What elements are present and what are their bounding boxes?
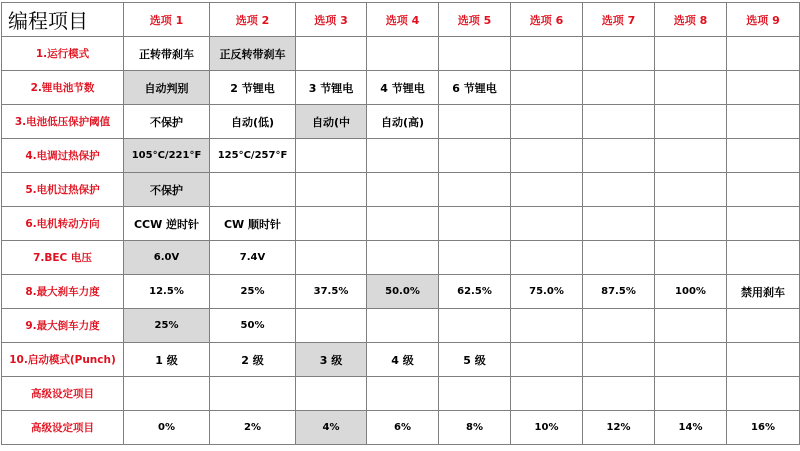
option-cell (655, 377, 727, 411)
option-cell (439, 173, 511, 207)
option-cell (655, 173, 727, 207)
table-row (2, 207, 800, 241)
option-cell (727, 71, 800, 105)
option-cell (439, 207, 511, 241)
option-cell: CW 顺时针 (210, 207, 296, 241)
default-option-cell: 4% (296, 411, 367, 445)
row-label: 高级设定项目 (2, 411, 124, 445)
option-cell (655, 309, 727, 343)
row-label: 2.锂电池节数 (2, 71, 124, 105)
option-cell (511, 173, 583, 207)
option-cell: 87.5% (583, 275, 655, 309)
option-cell (511, 343, 583, 377)
option-cell (583, 71, 655, 105)
option-cell (210, 173, 296, 207)
option-cell (655, 105, 727, 139)
option-cell (727, 377, 800, 411)
option-cell (511, 105, 583, 139)
option-cell (367, 37, 439, 71)
option-cell: 禁用刹车 (727, 275, 800, 309)
option-cell: 14% (655, 411, 727, 445)
option-cell (511, 241, 583, 275)
option-cell (727, 343, 800, 377)
row-label: 5.电机过热保护 (2, 173, 124, 207)
default-option-cell: 6.0V (124, 241, 210, 275)
default-option-cell: 25% (124, 309, 210, 343)
option-cell (655, 241, 727, 275)
option-cell: 3 节锂电 (296, 71, 367, 105)
option-header: 选项 5 (439, 3, 511, 37)
option-cell: 1 级 (124, 343, 210, 377)
row-label: 8.最大刹车力度 (2, 275, 124, 309)
option-cell (367, 173, 439, 207)
option-cell (655, 37, 727, 71)
option-header: 选项 7 (583, 3, 655, 37)
option-cell (583, 37, 655, 71)
table-row (2, 139, 800, 173)
option-cell: 25% (210, 275, 296, 309)
option-cell (511, 71, 583, 105)
option-cell (727, 173, 800, 207)
row-label: 7.BEC 电压 (2, 241, 124, 275)
option-cell (655, 71, 727, 105)
option-cell (727, 241, 800, 275)
option-cell (210, 377, 296, 411)
option-cell (583, 343, 655, 377)
table-row (2, 377, 800, 411)
table-row (2, 343, 800, 377)
option-cell (655, 207, 727, 241)
option-cell: 62.5% (439, 275, 511, 309)
table-row (2, 275, 800, 309)
option-cell (439, 105, 511, 139)
option-cell (296, 241, 367, 275)
option-cell (296, 207, 367, 241)
option-cell: 6 节锂电 (439, 71, 511, 105)
header-row (2, 3, 800, 37)
table-row (2, 173, 800, 207)
option-cell: 正转带刹车 (124, 37, 210, 71)
table-row (2, 411, 800, 445)
option-cell: 75.0% (511, 275, 583, 309)
option-cell: 37.5% (296, 275, 367, 309)
row-label: 4.电调过热保护 (2, 139, 124, 173)
option-cell (439, 241, 511, 275)
option-cell: 2 级 (210, 343, 296, 377)
option-cell: 125°C/257°F (210, 139, 296, 173)
option-cell (439, 309, 511, 343)
default-option-cell: 自动判别 (124, 71, 210, 105)
option-cell: 4 节锂电 (367, 71, 439, 105)
option-cell: 12% (583, 411, 655, 445)
table-row (2, 105, 800, 139)
option-cell (727, 139, 800, 173)
option-cell (296, 139, 367, 173)
option-cell (583, 241, 655, 275)
option-cell (439, 377, 511, 411)
option-header: 选项 6 (511, 3, 583, 37)
option-cell (583, 207, 655, 241)
option-cell (583, 309, 655, 343)
option-cell (439, 139, 511, 173)
option-header: 选项 3 (296, 3, 367, 37)
option-cell (367, 241, 439, 275)
table-row (2, 241, 800, 275)
default-option-cell: 自动(中 (296, 105, 367, 139)
table-row (2, 37, 800, 71)
option-cell (583, 105, 655, 139)
option-cell (511, 207, 583, 241)
option-header: 选项 9 (727, 3, 800, 37)
option-cell (727, 37, 800, 71)
default-option-cell: 不保护 (124, 173, 210, 207)
option-cell (296, 37, 367, 71)
default-option-cell: 正反转带刹车 (210, 37, 296, 71)
option-cell (296, 309, 367, 343)
option-cell (583, 139, 655, 173)
option-cell: 自动(高) (367, 105, 439, 139)
row-label: 3.电池低压保护阈值 (2, 105, 124, 139)
option-cell (511, 37, 583, 71)
row-label: 1.运行模式 (2, 37, 124, 71)
option-cell: 10% (511, 411, 583, 445)
option-cell (583, 173, 655, 207)
table-body (2, 3, 800, 445)
option-cell (124, 377, 210, 411)
option-cell: CCW 逆时针 (124, 207, 210, 241)
default-option-cell: 50.0% (367, 275, 439, 309)
option-cell: 5 级 (439, 343, 511, 377)
default-option-cell: 3 级 (296, 343, 367, 377)
option-cell: 2 节锂电 (210, 71, 296, 105)
option-cell (439, 37, 511, 71)
row-label: 10.启动模式(Punch) (2, 343, 124, 377)
option-cell: 50% (210, 309, 296, 343)
table-row (2, 71, 800, 105)
option-cell (296, 173, 367, 207)
option-cell: 7.4V (210, 241, 296, 275)
option-cell (511, 309, 583, 343)
option-cell (727, 105, 800, 139)
option-cell (296, 377, 367, 411)
default-option-cell: 105°C/221°F (124, 139, 210, 173)
option-header: 选项 1 (124, 3, 210, 37)
option-header: 选项 4 (367, 3, 439, 37)
option-cell: 12.5% (124, 275, 210, 309)
option-cell (511, 139, 583, 173)
option-cell (583, 377, 655, 411)
row-label: 高级设定项目 (2, 377, 124, 411)
option-cell: 自动(低) (210, 105, 296, 139)
option-cell (367, 377, 439, 411)
option-cell: 4 级 (367, 343, 439, 377)
table-row (2, 309, 800, 343)
row-label: 6.电机转动方向 (2, 207, 124, 241)
option-cell: 100% (655, 275, 727, 309)
option-header: 选项 2 (210, 3, 296, 37)
option-cell: 0% (124, 411, 210, 445)
programming-table (1, 2, 800, 445)
option-cell: 16% (727, 411, 800, 445)
option-cell (727, 309, 800, 343)
table-title: 编程项目 (2, 3, 124, 37)
option-cell (655, 139, 727, 173)
option-header: 选项 8 (655, 3, 727, 37)
option-cell: 2% (210, 411, 296, 445)
option-cell: 8% (439, 411, 511, 445)
option-cell (367, 139, 439, 173)
option-cell: 6% (367, 411, 439, 445)
option-cell (367, 207, 439, 241)
option-cell (727, 207, 800, 241)
option-cell: 不保护 (124, 105, 210, 139)
row-label: 9.最大倒车力度 (2, 309, 124, 343)
option-cell (655, 343, 727, 377)
option-cell (367, 309, 439, 343)
option-cell (511, 377, 583, 411)
